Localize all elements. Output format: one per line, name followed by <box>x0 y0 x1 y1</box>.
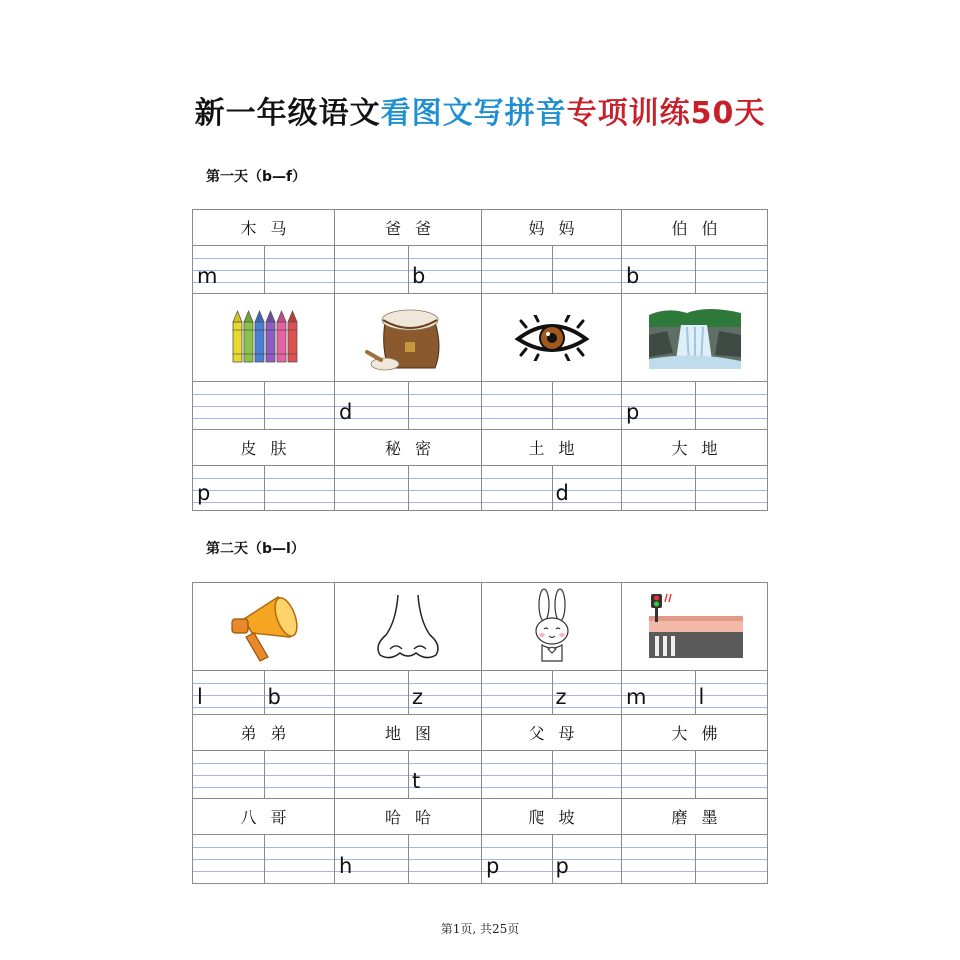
nose-icon <box>335 583 482 670</box>
pinyin-letter: l <box>197 685 203 709</box>
pinyin-cell[interactable] <box>193 382 335 429</box>
pinyin-row <box>193 466 767 510</box>
page-title <box>0 88 960 132</box>
pinyin-letter: b <box>412 264 426 288</box>
pinyin-cell[interactable] <box>622 671 767 714</box>
crosswalk-icon <box>622 583 767 670</box>
word-row <box>193 430 767 466</box>
pinyin-letter: m <box>197 264 218 288</box>
pinyin-cell[interactable] <box>622 751 767 798</box>
pinyin-letter: h <box>339 854 353 878</box>
word-row <box>193 210 767 246</box>
pinyin-row <box>193 382 767 430</box>
rice-sack-icon <box>335 294 482 381</box>
word-row <box>193 799 767 835</box>
pinyin-cell[interactable] <box>622 246 767 293</box>
word-cell: 皮肤 <box>193 430 335 465</box>
pinyin-letter: p <box>555 854 569 878</box>
rabbit-icon <box>482 583 622 670</box>
word-cell: 磨墨 <box>671 808 732 827</box>
word-cell: 木马 <box>193 210 335 245</box>
pinyin-cell[interactable] <box>335 671 482 714</box>
word-cell: 哈哈 <box>335 799 482 834</box>
word-cell: 地图 <box>335 715 482 750</box>
pinyin-cell[interactable] <box>622 835 767 883</box>
pinyin-cell[interactable] <box>622 382 767 429</box>
title-part-red: 专项训练50天 <box>566 96 766 131</box>
title-part-blue: 看图文写拼音 <box>380 96 567 131</box>
pinyin-letter: d <box>339 400 353 424</box>
day1-label: 第一天（b—f） <box>206 169 307 185</box>
word-cell: 爸爸 <box>335 210 482 245</box>
pinyin-letter: b <box>626 264 640 288</box>
pinyin-cell[interactable] <box>193 246 335 293</box>
megaphone-icon <box>193 583 335 670</box>
pinyin-letter: z <box>412 685 424 709</box>
pinyin-letter: b <box>267 685 281 709</box>
pinyin-letter: z <box>555 685 567 709</box>
pinyin-letter: p <box>626 400 640 424</box>
eye-icon <box>482 294 622 381</box>
pinyin-letter: p <box>486 854 500 878</box>
pinyin-cell[interactable] <box>335 246 482 293</box>
page-footer: 第1页, 共25页 <box>440 922 520 936</box>
crayons-icon <box>193 294 335 381</box>
pinyin-cell[interactable] <box>193 835 335 883</box>
pinyin-cell[interactable] <box>335 835 482 883</box>
word-cell: 妈妈 <box>482 210 622 245</box>
pinyin-cell[interactable] <box>482 246 622 293</box>
day2-label: 第二天（b—l） <box>206 541 305 557</box>
pinyin-letter: d <box>555 481 569 505</box>
day1-grid <box>192 209 768 511</box>
pinyin-cell[interactable] <box>482 835 622 883</box>
picture-row <box>193 583 767 671</box>
pinyin-cell[interactable] <box>335 751 482 798</box>
word-cell: 父母 <box>482 715 622 750</box>
day2-grid <box>192 582 768 884</box>
word-cell: 八哥 <box>193 799 335 834</box>
pinyin-cell[interactable] <box>482 466 622 510</box>
pinyin-cell[interactable] <box>193 671 335 714</box>
pinyin-letter: m <box>626 685 647 709</box>
word-row <box>193 715 767 751</box>
word-cell: 秘密 <box>335 430 482 465</box>
word-cell: 大地 <box>671 439 732 458</box>
pinyin-cell[interactable] <box>193 751 335 798</box>
word-cell: 土地 <box>482 430 622 465</box>
pinyin-cell[interactable] <box>193 466 335 510</box>
word-cell: 爬坡 <box>482 799 622 834</box>
pinyin-cell[interactable] <box>482 751 622 798</box>
pinyin-row <box>193 671 767 715</box>
pinyin-cell[interactable] <box>482 671 622 714</box>
pinyin-cell[interactable] <box>335 466 482 510</box>
waterfall-icon <box>622 294 767 381</box>
word-cell: 伯伯 <box>671 219 732 238</box>
pinyin-cell[interactable] <box>335 382 482 429</box>
pinyin-letter: l <box>698 685 705 709</box>
pinyin-cell[interactable] <box>622 466 767 510</box>
pinyin-cell[interactable] <box>482 382 622 429</box>
pinyin-letter: t <box>412 769 421 793</box>
title-part-black: 新一年级语文 <box>194 96 381 131</box>
word-cell: 大佛 <box>671 724 732 743</box>
pinyin-row <box>193 835 767 883</box>
pinyin-letter: p <box>197 481 211 505</box>
word-cell: 弟弟 <box>193 715 335 750</box>
picture-row <box>193 294 767 382</box>
pinyin-row <box>193 246 767 294</box>
pinyin-row <box>193 751 767 799</box>
